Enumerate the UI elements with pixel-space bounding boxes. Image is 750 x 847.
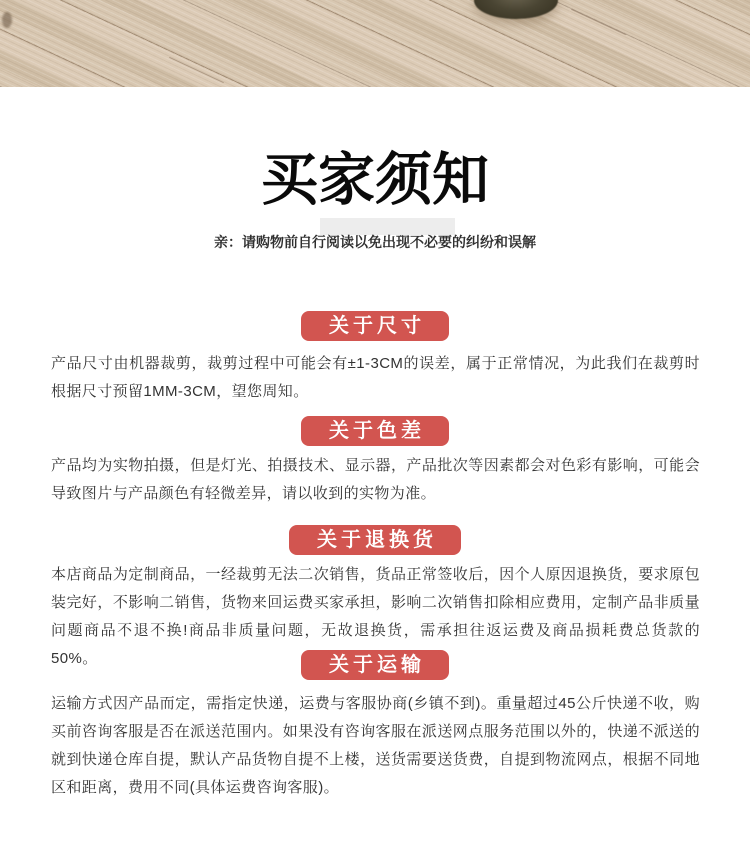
section-heading-returns: 关于退换货 [289,525,461,555]
section-heading-size: 关于尺寸 [301,311,449,341]
page-title: 买家须知 [261,148,489,212]
page-subtitle: 亲：请购物前自行阅读以免出现不必要的纠纷和误解 [214,234,536,250]
fur-rug-edge [474,0,558,19]
section-body-shipping: 运输方式因产品而定，需指定快递，运费与客服协商(乡镇不到)。重量超过45公斤快递不收，购买前咨询客服是否在派送范围内。如果没有咨询客服在派送网点服务范围以外的，快递不派送的就到快递仓库自提，默认产品货物自提不上楼，送货需要送货费，自提到物流网点，根据不同地区和距离，费用不同(具体运费咨询客服)。 [51,695,700,796]
section-body-returns: 本店商品为定制商品，一经裁剪无法二次销售，货品正常签收后，因个人原因退换货，要求原包装完好，不影响二销售，货物来回运费买家承担，影响二次销售扣除相应费用，定制产品非质量问题商品不退不换!商品非质量问题，无故退换货，需承担往返运费及商品损耗费总货款的50%。 [51,566,700,667]
section-body-size: 产品尺寸由机器裁剪，裁剪过程中可能会有±1-3CM的误差，属于正常情况，为此我们在裁剪时根据尺寸预留1MM-3CM，望您周知。 [51,355,700,400]
plank-joint-line [169,57,224,83]
product-photo-wood-floor [0,0,750,87]
section-body-color-difference: 产品均为实物拍摄，但是灯光、拍摄技术、显示器，产品批次等因素都会对色彩有影响，可能会导致图片与产品颜色有轻微差异，请以收到的实物为准。 [51,457,700,502]
section-heading-color-difference: 关于色差 [301,416,449,446]
plank-joint-line [571,9,626,35]
wood-knot [2,12,12,28]
section-heading-shipping: 关于运输 [301,650,449,680]
